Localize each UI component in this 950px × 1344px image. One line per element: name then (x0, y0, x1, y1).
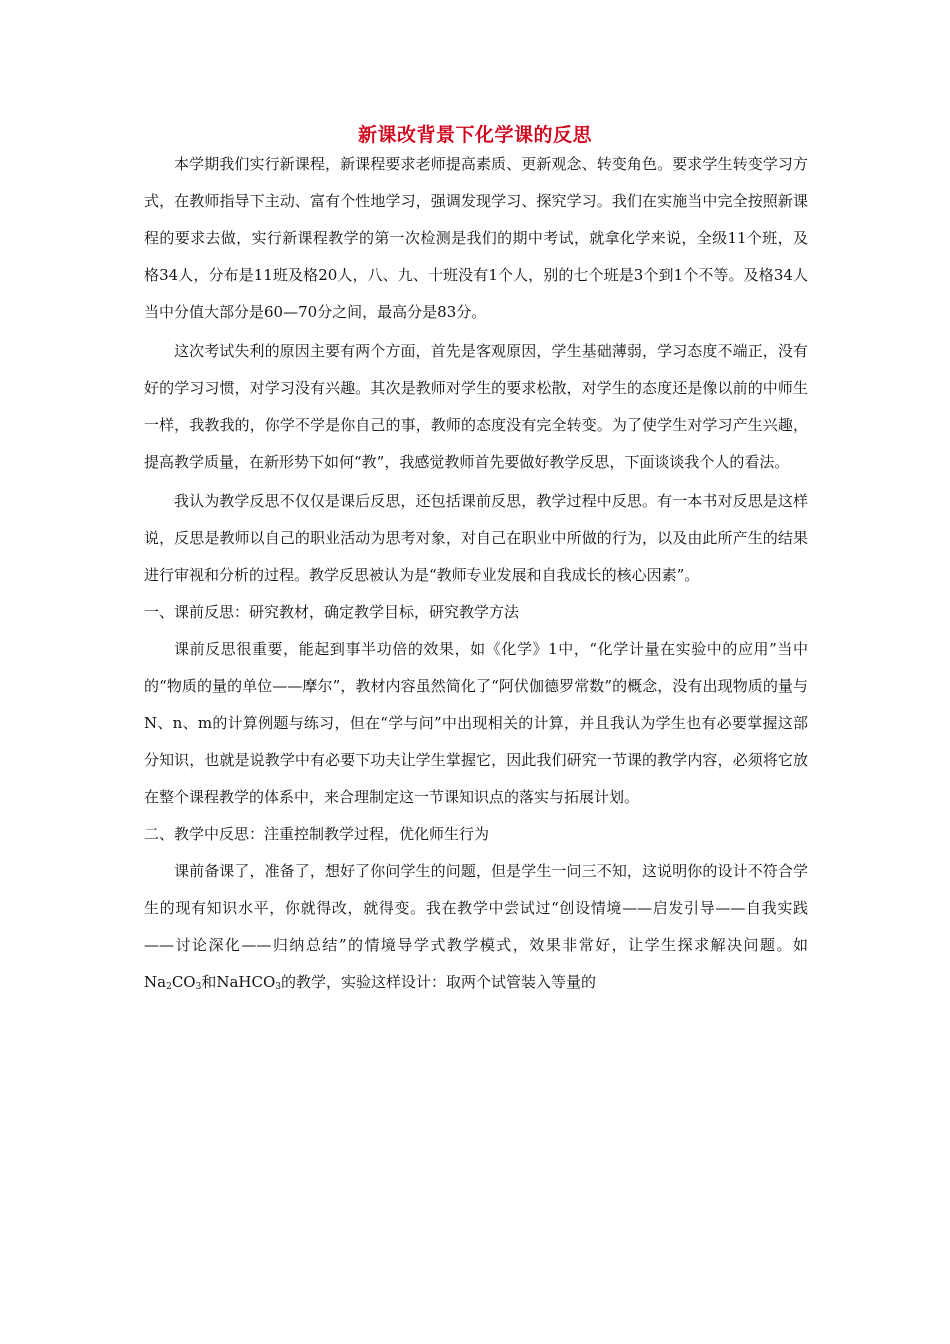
section-heading-2: 二、教学中反思：注重控制教学过程，优化师生行为 (144, 825, 490, 843)
formula-nahco3-part: NaHCO (216, 973, 276, 991)
formula-nahco3 (216, 973, 281, 991)
formula-na2co3-part-2: CO (171, 973, 196, 991)
section-heading-1: 一、课前反思：研究教材，确定教学目标，研究教学方法 (144, 603, 520, 621)
paragraph-5-text-after: 的教学，实验这样设计：取两个试管装入等量的 (281, 973, 597, 991)
paragraph-2: 这次考试失利的原因主要有两个方面，首先是客观原因，学生基础薄弱，学习态度不端正，没有好的学习习惯，对学习没有兴趣。其次是教师对学生的要求松散，对学生的态度还是像以前的中师生一样，我教我的，你学不学是你自己的事，教师的态度没有完全转变。为了使学生对学习产生兴趣，提高教学质量，在新形势下如何“教”，我感觉教师首先要做好教学反思，下面谈谈我个人的看法。 (144, 342, 808, 471)
document-body (144, 146, 808, 1006)
conjunction: 和 (201, 973, 217, 991)
paragraph-1: 本学期我们实行新课程，新课程要求老师提高素质、更新观念、转变角色。要求学生转变学习方式，在教师指导下主动、富有个性地学习，强调发现学习、探究学习。我们在实施当中完全按照新课程的要求去做，实行新课程教学的第一次检测是我们的期中考试，就拿化学来说，全级11个班，及格34人，分布是11班及格20人，八、九、十班没有1个人，别的七个班是3个到1个不等。及格34人当中分值大部分是60—70分之间，最高分是83分。 (144, 155, 808, 321)
document-title: 新课改背景下化学课的反思 (357, 124, 592, 146)
paragraph-4: 课前反思很重要，能起到事半功倍的效果，如《化学》1中，“化学计量在实验中的应用”当中的“物质的量的单位——摩尔”，教材内容虽然简化了“阿伏伽德罗常数”的概念，没有出现物质的量与N、n、m的计算例题与练习，但在“学与问”中出现相关的计算，并且我认为学生也有必要掌握这部分知识，也就是说教学中有必要下功夫让学生掌握它，因此我们研究一节课的教学内容，必须将它放在整个课程教学的体系中，来合理制定这一节课知识点的落实与拓展计划。 (144, 640, 808, 806)
paragraph-5 (144, 853, 808, 1006)
formula-nahco3-subscript: 3 (275, 982, 282, 992)
formula-na2co3-part: Na (144, 973, 167, 991)
formula-na2co3-subscript-1: 2 (166, 982, 172, 992)
formula-na2co3 (144, 973, 201, 991)
paragraph-5-text-before: 课前备课了，准备了，想好了你问学生的问题，但是学生一问三不知，这说明你的设计不符合学生的现有知识水平，你就得改，就得变。我在教学中尝试过“创设情境——启发引导——自我实践——讨论深化——归纳总结”的情境导学式教学模式，效果非常好，让学生探求解决问题。如 (144, 862, 808, 954)
paragraph-3: 我认为教学反思不仅仅是课后反思，还包括课前反思，教学过程中反思。有一本书对反思是这样说，反思是教师以自己的职业活动为思考对象，对自己在职业中所做的行为，以及由此所产生的结果进行审视和分析的过程。教学反思被认为是“教师专业发展和自我成长的核心因素”。 (144, 492, 808, 584)
formula-na2co3-subscript-2: 3 (195, 982, 202, 992)
